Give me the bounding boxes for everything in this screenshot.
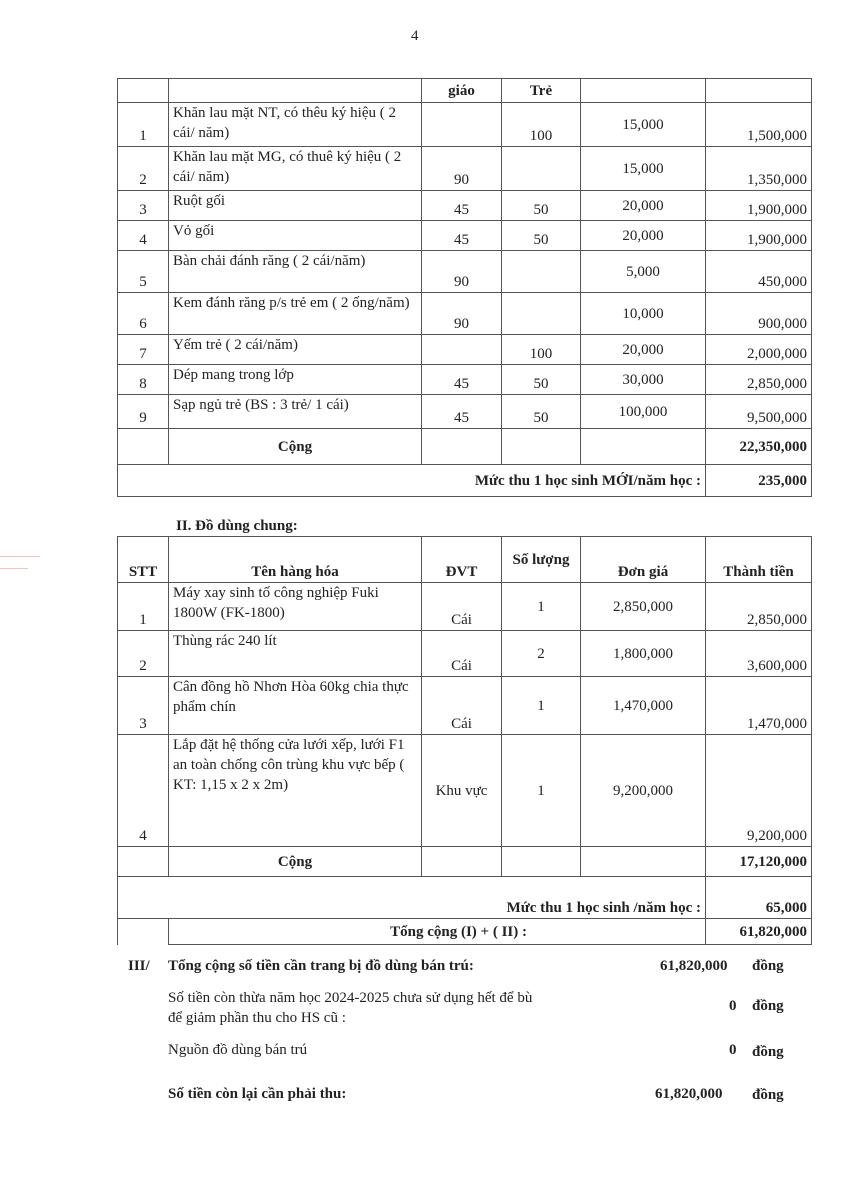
page-number: 4 [411, 28, 419, 44]
row-teacher-qty: 90 [422, 293, 502, 335]
row-item-name: Lắp đặt hệ thống cửa lưới xếp, lưới F1 an toàn chống côn trùng khu vực bếp ( KT: 1,15 x 2 x 2m) [169, 735, 422, 847]
header-name: Tên hàng hóa [169, 537, 422, 583]
grand-total-value: 61,820,000 [706, 919, 812, 945]
summary-line2-label-a: Số tiền còn thừa năm học 2024-2025 chưa sử dụng hết để bù [168, 990, 533, 1006]
row-child-qty: 50 [502, 221, 581, 251]
row-stt: 3 [118, 191, 169, 221]
row-item-name: Khăn lau mặt NT, có thêu ký hiệu ( 2 cái/ năm) [169, 103, 422, 147]
row-item-name: Yếm trẻ ( 2 cái/năm) [169, 335, 422, 365]
row-item-name: Ruột gối [169, 191, 422, 221]
row-amount: 9,500,000 [706, 395, 812, 429]
header-teacher: giáo [422, 79, 502, 103]
table-total-row [118, 429, 812, 465]
table-row [118, 735, 812, 847]
row-stt: 2 [118, 631, 169, 677]
rate-row [118, 465, 812, 497]
header-child: Trẻ [502, 79, 581, 103]
rate-value: 235,000 [706, 465, 812, 497]
total-label: Cộng [169, 429, 422, 465]
row-child-qty: 100 [502, 103, 581, 147]
row-child-qty: 100 [502, 335, 581, 365]
row-unit-price: 15,000 [581, 147, 706, 191]
supplies-table [117, 78, 812, 497]
header-dvt: ĐVT [422, 537, 502, 583]
summary-line2-label-b: để giảm phần thu cho HS cũ : [168, 1010, 346, 1026]
total2-label: Cộng [169, 847, 422, 877]
row-unit-price: 5,000 [581, 251, 706, 293]
summary-line4-label: Số tiền còn lại cần phải thu: [168, 1086, 347, 1102]
row-item-name: Máy xay sinh tố công nghiệp Fuki 1800W (FK-1800) [169, 583, 422, 631]
row-unit: Cái [422, 583, 502, 631]
table2-header-row [118, 537, 812, 583]
row-stt: 2 [118, 147, 169, 191]
table-header-row [118, 79, 812, 103]
summary-line3-label: Nguồn đồ dùng bán trú [168, 1042, 308, 1058]
total2-value: 17,120,000 [706, 847, 812, 877]
table2-total-row [118, 847, 812, 877]
row-unit-price: 100,000 [581, 395, 706, 429]
summary-line3-unit: đồng [752, 1044, 784, 1060]
row-child-qty: 50 [502, 365, 581, 395]
header-stt: STT [118, 537, 169, 583]
row-unit-price: 20,000 [581, 191, 706, 221]
row-amount: 1,350,000 [706, 147, 812, 191]
row-qty: 1 [502, 583, 581, 631]
row-unit-price: 1,800,000 [581, 631, 706, 677]
margin-mark [0, 556, 40, 557]
shared-equipment-table [117, 536, 812, 945]
table-row [118, 583, 812, 631]
row-amount: 2,000,000 [706, 335, 812, 365]
row-amount: 1,900,000 [706, 221, 812, 251]
row-stt: 8 [118, 365, 169, 395]
section-2-title: II. Đồ dùng chung: [176, 518, 298, 534]
row-item-name: Dép mang trong lớp [169, 365, 422, 395]
row-unit-price: 2,850,000 [581, 583, 706, 631]
summary-line1-label: Tổng cộng số tiền cần trang bị đồ dùng bán trú: [168, 958, 474, 974]
row-stt: 9 [118, 395, 169, 429]
row-stt: 1 [118, 583, 169, 631]
row-unit-price: 15,000 [581, 103, 706, 147]
row-stt: 4 [118, 735, 169, 847]
row-qty: 1 [502, 735, 581, 847]
total-value: 22,350,000 [706, 429, 812, 465]
row-stt: 5 [118, 251, 169, 293]
header-qty: Số lượng [502, 537, 581, 583]
row-teacher-qty: 90 [422, 251, 502, 293]
table-row [118, 335, 812, 365]
row-unit-price: 9,200,000 [581, 735, 706, 847]
row-amount: 9,200,000 [706, 735, 812, 847]
row-qty: 2 [502, 631, 581, 677]
rate2-label: Mức thu 1 học sinh /năm học : [118, 877, 706, 919]
section-3-number: III/ [128, 958, 150, 974]
table-row [118, 103, 812, 147]
row-child-qty [502, 251, 581, 293]
row-unit-price: 20,000 [581, 335, 706, 365]
row-child-qty: 50 [502, 395, 581, 429]
row-unit-price: 20,000 [581, 221, 706, 251]
row-child-qty: 50 [502, 191, 581, 221]
table-row [118, 293, 812, 335]
row-amount: 1,900,000 [706, 191, 812, 221]
row-unit: Cái [422, 677, 502, 735]
rate2-row [118, 877, 812, 919]
row-teacher-qty [422, 335, 502, 365]
row-item-name: Thùng rác 240 lít [169, 631, 422, 677]
row-item-name: Kem đánh răng p/s trẻ em ( 2 ống/năm) [169, 293, 422, 335]
row-child-qty [502, 147, 581, 191]
rate2-value: 65,000 [706, 877, 812, 919]
row-item-name: Bàn chải đánh răng ( 2 cái/năm) [169, 251, 422, 293]
grand-total-row [118, 919, 812, 945]
summary-line2-unit: đồng [752, 998, 784, 1014]
row-item-name: Vỏ gối [169, 221, 422, 251]
row-unit-price: 10,000 [581, 293, 706, 335]
row-teacher-qty: 45 [422, 365, 502, 395]
summary-line4-value: 61,820,000 [655, 1086, 723, 1102]
row-amount: 3,600,000 [706, 631, 812, 677]
row-item-name: Sạp ngủ trẻ (BS : 3 trẻ/ 1 cái) [169, 395, 422, 429]
row-stt: 7 [118, 335, 169, 365]
table-row [118, 365, 812, 395]
row-item-name: Cân đồng hồ Nhơn Hòa 60kg chia thực phẩm chín [169, 677, 422, 735]
row-child-qty [502, 293, 581, 335]
row-amount: 900,000 [706, 293, 812, 335]
row-unit-price: 30,000 [581, 365, 706, 395]
table-row [118, 221, 812, 251]
table-row [118, 251, 812, 293]
table-row [118, 677, 812, 735]
table-row [118, 395, 812, 429]
row-teacher-qty: 45 [422, 191, 502, 221]
row-teacher-qty: 45 [422, 395, 502, 429]
header-total: Thành tiền [706, 537, 812, 583]
row-qty: 1 [502, 677, 581, 735]
row-amount: 450,000 [706, 251, 812, 293]
row-teacher-qty: 90 [422, 147, 502, 191]
row-unit-price: 1,470,000 [581, 677, 706, 735]
grand-total-label: Tổng cộng (I) + ( II) : [169, 919, 706, 945]
row-amount: 2,850,000 [706, 583, 812, 631]
table-row [118, 191, 812, 221]
row-teacher-qty [422, 103, 502, 147]
row-teacher-qty: 45 [422, 221, 502, 251]
table-row [118, 631, 812, 677]
row-stt: 6 [118, 293, 169, 335]
rate-label: Mức thu 1 học sinh MỚI/năm học : [118, 465, 706, 497]
row-stt: 4 [118, 221, 169, 251]
row-amount: 1,500,000 [706, 103, 812, 147]
row-stt: 3 [118, 677, 169, 735]
summary-line3-value: 0 [729, 1042, 737, 1058]
row-unit: Cái [422, 631, 502, 677]
row-stt: 1 [118, 103, 169, 147]
margin-mark [0, 568, 28, 569]
table-row [118, 147, 812, 191]
summary-line1-unit: đồng [752, 958, 784, 974]
row-unit: Khu vực [422, 735, 502, 847]
summary-line2-value: 0 [729, 998, 737, 1014]
row-amount: 1,470,000 [706, 677, 812, 735]
summary-line1-value: 61,820,000 [660, 958, 728, 974]
row-item-name: Khăn lau mặt MG, có thuê ký hiệu ( 2 cái/ năm) [169, 147, 422, 191]
summary-line4-unit: đồng [752, 1087, 784, 1103]
header-price: Đơn giá [581, 537, 706, 583]
row-amount: 2,850,000 [706, 365, 812, 395]
